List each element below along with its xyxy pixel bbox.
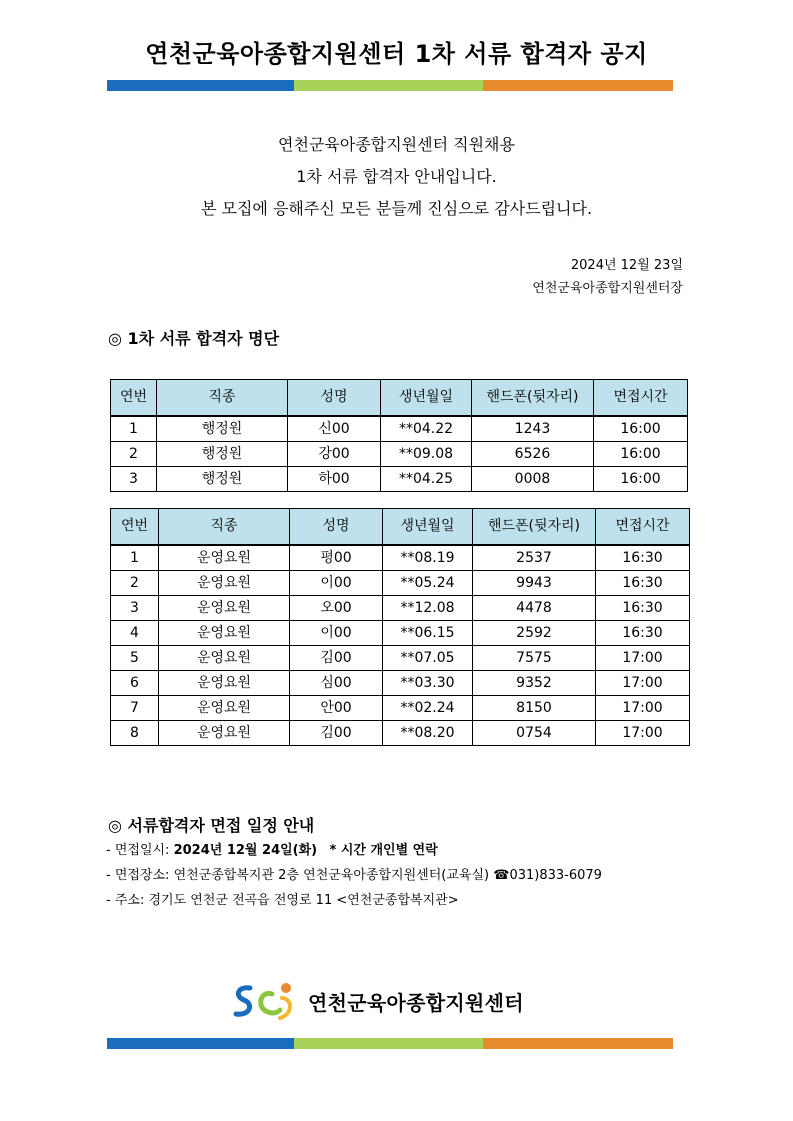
intro-message [0, 129, 793, 225]
table-cell: 3 [111, 467, 157, 492]
table-cell: 6 [111, 671, 159, 696]
table-row [111, 596, 690, 621]
table-cell: 운영요원 [159, 621, 290, 646]
table-row [111, 646, 690, 671]
table-cell: **04.22 [381, 416, 472, 442]
interview-place: 연천군종합복지관 2층 연천군육아종합지원센터(교육실) [173, 868, 490, 883]
header-cell: 직종 [157, 380, 288, 417]
intro-line: 연천군육아종합지원센터 직원채용 [278, 135, 515, 154]
table-cell: 7575 [473, 646, 596, 671]
table-cell: **06.15 [383, 621, 473, 646]
footer-logo [232, 980, 524, 1022]
table-cell: 16:00 [594, 416, 688, 442]
table-cell: 심00 [290, 671, 383, 696]
table-cell: 김00 [290, 721, 383, 746]
table-cell: 신00 [288, 416, 381, 442]
section-title-passers: ◎ 1차 서류 합격자 명단 [108, 329, 280, 348]
table-row [111, 671, 690, 696]
table-cell: 운영요원 [159, 545, 290, 571]
table-cell: 운영요원 [159, 721, 290, 746]
table-cell: 이00 [290, 571, 383, 596]
table-row [111, 621, 690, 646]
table-cell: 0008 [472, 467, 594, 492]
header-cell: 면접시간 [596, 509, 690, 546]
interview-phone: 031)833-6079 [509, 868, 602, 883]
table-cell: **12.08 [383, 596, 473, 621]
info-label: - 면접장소: [106, 868, 174, 883]
table-cell: 운영요원 [159, 646, 290, 671]
table-row [111, 545, 690, 571]
table-cell: **03.30 [383, 671, 473, 696]
table-cell: 운영요원 [159, 671, 290, 696]
table-cell: 이00 [290, 621, 383, 646]
table-cell: 운영요원 [159, 571, 290, 596]
table-cell: 7 [111, 696, 159, 721]
table-row [111, 416, 688, 442]
bar-segment-green [294, 1038, 483, 1049]
table-cell: 행정원 [157, 416, 288, 442]
table-row [111, 721, 690, 746]
table-cell: 안00 [290, 696, 383, 721]
table-cell: 운영요원 [159, 596, 290, 621]
table-cell: 하00 [288, 467, 381, 492]
table-cell: **05.24 [383, 571, 473, 596]
table-cell: **04.25 [381, 467, 472, 492]
table-cell: 17:00 [596, 721, 690, 746]
table-cell: **09.08 [381, 442, 472, 467]
table-cell: 16:30 [596, 596, 690, 621]
interview-info [106, 838, 602, 913]
footer-org-name: 연천군육아종합지원센터 [308, 990, 524, 1015]
header-cell: 생년월일 [381, 380, 472, 417]
table-cell: 17:00 [596, 671, 690, 696]
table-cell: 4 [111, 621, 159, 646]
table-cell: 6526 [472, 442, 594, 467]
info-label: - 주소: [106, 893, 149, 908]
interview-note: * 시간 개인별 연락 [329, 843, 438, 858]
bar-segment-blue [107, 1038, 294, 1049]
table-cell: **08.19 [383, 545, 473, 571]
header-cell: 면접시간 [594, 380, 688, 417]
table-row [111, 696, 690, 721]
table-cell: 0754 [473, 721, 596, 746]
table-cell: 4478 [473, 596, 596, 621]
admin-staff-table [110, 379, 688, 492]
page-title: 연천군육아종합지원센터 1차 서류 합격자 공지 [145, 40, 648, 68]
table-cell: 2537 [473, 545, 596, 571]
table-cell: 9352 [473, 671, 596, 696]
bar-segment-orange [483, 80, 673, 91]
bar-segment-orange [483, 1038, 673, 1049]
table-cell: 운영요원 [159, 696, 290, 721]
table-cell: 16:30 [596, 621, 690, 646]
table-cell: 17:00 [596, 696, 690, 721]
table-cell: 1 [111, 416, 157, 442]
telephone-icon: ☎ [493, 868, 510, 883]
bottom-color-bar [107, 1038, 673, 1049]
address-line [106, 888, 602, 913]
table-row [111, 467, 688, 492]
table-cell: 행정원 [157, 442, 288, 467]
table-cell: 16:00 [594, 467, 688, 492]
table-cell: 8150 [473, 696, 596, 721]
intro-line: 1차 서류 합격자 안내입니다. [296, 167, 497, 186]
table-header-row [111, 380, 688, 417]
header-cell: 연번 [111, 380, 157, 417]
table-cell: 16:30 [596, 571, 690, 596]
header-cell: 핸드폰(뒷자리) [473, 509, 596, 546]
table-cell: 9943 [473, 571, 596, 596]
table-cell: 17:00 [596, 646, 690, 671]
table-cell: 16:00 [594, 442, 688, 467]
notice-date: 2024년 12월 23일 [570, 258, 683, 273]
table-cell: 2 [111, 571, 159, 596]
table-cell: 김00 [290, 646, 383, 671]
center-logo-icon [232, 980, 298, 1022]
table-cell: **02.24 [383, 696, 473, 721]
header-cell: 성명 [290, 509, 383, 546]
interview-date: 2024년 12월 24일(화) [173, 843, 318, 858]
table-cell: 3 [111, 596, 159, 621]
header-cell: 성명 [288, 380, 381, 417]
header-cell: 직종 [159, 509, 290, 546]
interview-date-line [106, 838, 602, 863]
table-row [111, 571, 690, 596]
table-header-row [111, 509, 690, 546]
intro-line: 본 모집에 응해주신 모든 분들께 진심으로 감사드립니다. [200, 199, 593, 218]
header-cell: 연번 [111, 509, 159, 546]
table-cell: 강00 [288, 442, 381, 467]
table-cell: 행정원 [157, 467, 288, 492]
table-cell: 2 [111, 442, 157, 467]
header-cell: 핸드폰(뒷자리) [472, 380, 594, 417]
table-cell: 1243 [472, 416, 594, 442]
table-cell: 16:30 [596, 545, 690, 571]
table-cell: **07.05 [383, 646, 473, 671]
info-label: - 면접일시: [106, 843, 174, 858]
header-cell: 생년월일 [383, 509, 473, 546]
operation-staff-table [110, 508, 690, 746]
table-cell: 5 [111, 646, 159, 671]
top-color-bar [107, 80, 673, 91]
interview-place-line [106, 863, 602, 888]
table-cell: 오00 [290, 596, 383, 621]
address-value: 경기도 연천군 전곡읍 전영로 11 <연천군종합복지관> [148, 893, 459, 908]
bar-segment-green [294, 80, 483, 91]
table-cell: 평00 [290, 545, 383, 571]
table-cell: 8 [111, 721, 159, 746]
table-cell: **08.20 [383, 721, 473, 746]
notice-signer: 연천군육아종합지원센터장 [532, 281, 683, 296]
table-cell: 1 [111, 545, 159, 571]
section-title-interview: ◎ 서류합격자 면접 일정 안내 [108, 816, 315, 835]
table-row [111, 442, 688, 467]
bar-segment-blue [107, 80, 294, 91]
table-cell: 2592 [473, 621, 596, 646]
